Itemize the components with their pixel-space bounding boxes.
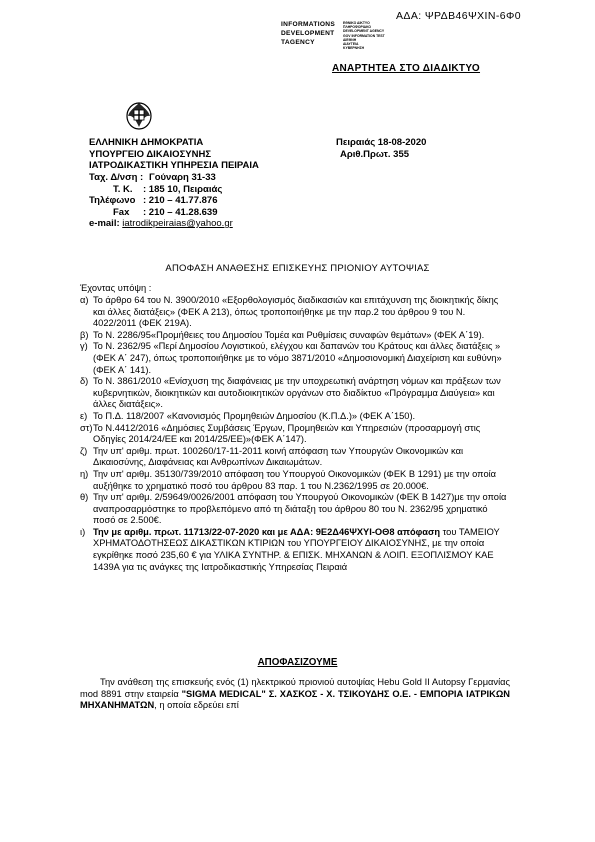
item-text: Την υπ' αριθμ. πρωτ. 100260/17-11-2011 κοινή απόφαση των Υπουργών Οικονομικών και Δικαιοσύνης, Διαφάνειας και Ανθρωπίνων Δικαιωμάτων. [93,445,464,468]
logo-line: ΠΛΗΡΟΦΟΡΙΑΚΟ [343,25,372,30]
address-row: Ταχ. Δ/νση : Γούναρη 31-33 [89,172,216,183]
paragraph-text-end: , η οποία εδρεύει επί [154,700,239,711]
item-marker: ε) [80,410,88,421]
phone-label: Τηλέφωνο [89,195,136,206]
ada-code: ΑΔΑ: ΨΡΔΒ46ΨΧΙΝ-6Φ0 [396,10,521,22]
tk-row [89,184,233,196]
item-bold-text: Την με αριθμ. πρωτ. 11713/22-07-2020 και με ΑΔΑ: 9Ε2Δ46ΨΧΥΙ-ΟΘ8 απόφαση [93,526,441,537]
logo-line: DEVELOPMENT [281,30,335,37]
tk-label: Τ. Κ. [113,183,133,195]
item-text: Το Ν.4412/2016 «Δημόσιες Συμβάσεις Έργων, Προμηθειών και Υπηρεσιών (προσαρμογή στις Οδηγίες 2014/24/ΕΕ και 2014/25/ΕΕ)»(ΦΕΚ Α΄147). [93,422,481,445]
fax-value: : 210 – 41.28.639 [143,206,218,218]
item-marker: στ) [80,422,93,433]
intro-text: Έχοντας υπόψη : [80,283,152,293]
item-marker: ι) [80,526,86,537]
item-marker: θ) [80,492,89,503]
item-marker: η) [80,468,89,479]
list-item [80,411,510,423]
tk-value: : 185 10, Πειραιάς [143,183,223,195]
phone-value: : 210 – 41.77.876 [143,195,218,206]
list-item [80,527,510,573]
issuer-block [89,137,259,172]
decision-title: ΑΠΟΦΑΣΗ ΑΝΑΘΕΣΗΣ ΕΠΙΣΚΕΥΗΣ ΠΡΙΟΝΙΟΥ ΑΥΤΟΨΙΑΣ [165,263,430,274]
fax-row [89,207,233,219]
item-rest-text: του ΤΑΜΕΙΟΥ ΧΡΗΜΑΤΟΔΟΤΗΣΕΩΣ ΔΙΚΑΣΤΙΚΩΝ ΚΤΙΡΙΩΝ του ΥΠΟΥΡΓΕΙΟΥ ΔΙΚΑΙΟΣΥΝΗΣ, με την οποία εγκρίθηκε ποσό 235,60 € για ΥΛΙΚΑ ΣΥΝΤΗΡ. & ΕΠΙΣΚ. ΜΗΧΑΝΩΝ & ΛΟΙΠ. ΕΞΟΠΛΙΣΜΟΥ ΚΑΕ 1439Α για τις ανάγκες της Ιατροδικαστικής Υπηρεσίας Πειραιά [93,526,500,572]
company-name: "SIGMA MEDICAL" Σ. ΧΑΣΚΟΣ - Χ. ΤΣΙΚΟΥΔΗΣ Ο.Ε. - ΕΜΠΟΡΙΑ ΙΑΤΡΙΚΩΝ ΜΗΧΑΝΗΜΑΤΩΝ [80,688,511,711]
logo-line: ΔΙΕΘΝΗ [343,37,357,42]
item-text: Το Ν. 3861/2010 «Ενίσχυση της διαφάνειας με την υποχρεωτική ανάρτηση νόμων και πράξεων των κυβερνητικών, διοικητικών και αυτοδιοικητικών οργάνων στο διαδίκτυο «Πρόγραμμα Διαύγεια» και άλλες διατάξεις». [93,376,501,410]
decision-paragraph [80,677,510,712]
date-block [336,137,426,160]
item-text: Το Π.Δ. 118/2007 «Κανονισμός Προμηθειών Δημοσίου (Κ.Π.Δ.)» (ΦΕΚ Α΄150). [93,410,416,421]
item-marker: δ) [80,376,89,387]
item-text [93,527,510,573]
list-item [80,341,510,376]
fax-label: Fax [113,206,130,218]
issuer-ministry: ΥΠΟΥΡΓΕΙΟ ΔΙΚΑΙΟΣΥΝΗΣ [89,148,212,160]
greek-emblem-icon [124,100,154,130]
list-item [80,376,510,411]
logo-left-text [281,20,335,47]
item-text: Το Ν. 2286/95«Προμήθειες του Δημοσίου Τομέα και Ρυθμίσεις συναφών θεμάτων» (ΦΕΚ Α΄19). [93,329,485,340]
paragraph-text: Την ανάθεση της επισκευής ενός (1) ηλεκτρικού πριονιού αυτοψίας Hebu Gold II Autopsy Γερμανίας mod 8891 στην εταιρεία [80,677,510,699]
list-item [80,295,510,330]
decide-heading: ΑΠΟΦΑΣΙΖΟΥΜΕ [257,657,338,668]
list-item [80,492,510,527]
logo-line: INFORMATIONS [281,21,336,28]
logo-line: ΚΥΒΕΡΝΗΣΗ [343,46,365,51]
email-row [89,218,233,230]
list-item [80,423,510,446]
item-text: Την υπ' αριθμ. 2/59649/0026/2001 απόφαση του Υπουργού Οικονομικών (ΦΕΚ Β 1427)με την οποία αναπροσαρμόστηκε το προβλεπόμενο από τη διάταξη του άρθρου 80 του Ν. 2362/95 χρηματικό ποσό σε 2.500€. [93,492,507,526]
logo-line: ΔΙΑΥΓΕΙΑ [343,42,359,47]
list-item [80,469,510,492]
list-item [80,446,510,469]
protocol-number: Αριθ.Πρωτ. 355 [340,148,410,160]
item-text: Την υπ' αριθμ. 35130/739/2010 απόφαση του Υπουργού Οικονομικών (ΦΕΚ Β 1291) με την οποία αυξήθηκε το χρηματικό ποσό του άρθρου 83 παρ. 1 του Ν.2362/1995 σε 20.000€. [93,468,497,491]
item-marker: ζ) [80,445,88,456]
phone-row [89,195,233,207]
item-marker: α) [80,295,89,305]
email-label: e-mail: [89,218,120,229]
email-link[interactable]: iatrodikpeiraias@yahoo.gr [122,218,233,229]
logo-line: DEVELOPMENT AGENCY [343,29,385,34]
address-value: Γούναρη 31-33 [149,172,216,183]
issuer-service: ΙΑΤΡΟΔΙΚΑΣΤΙΚΗ ΥΠΗΡΕΣΙΑ ΠΕΙΡΑΙΑ [89,160,259,171]
logo-line: ΕΘΝΙΚΟ ΔΙΚΤΥΟ [343,21,370,25]
item-marker: β) [80,329,89,340]
issuer-republic: ΕΛΛΗΝΙΚΗ ΔΗΜΟΚΡΑΤΙΑ [89,137,204,148]
logo-right-text [343,21,385,50]
item-text: Το άρθρο 64 του Ν. 3900/2010 «Εξορθολογισμός διαδικασιών και επιτάχυνση της διοικητικής δίκης και άλλες διατάξεις» (ΦΕΚ Α 213), όπως τροποποιήθηκε με την παρ.2 του άρθρου 9 του Ν. 4022/2011 (ΦΕΚ 219Α). [93,295,499,329]
item-text: Το Ν. 2362/95 «Περί Δημοσίου Λογιστικού, ελέγχου και δαπανών του Κράτους και άλλες διατάξεις » (ΦΕΚ Α΄ 247), όπως τροποποιήθηκε με το νόμο 3871/2010 «Δημοσιονομική Διαχείριση και ευθύνη» (ΦΕΚ Α΄ 141). [93,341,502,375]
logo-line: TAGENCY [281,39,315,46]
list-item [80,330,510,342]
item-marker: γ) [80,341,88,352]
diavgeia-logo [281,20,441,52]
logo-line: GOV INFORMATION TEST [343,33,385,38]
publish-notice: ΑΝΑΡΤΗΤΕΑ ΣΤΟ ΔΙΑΔΙΚΤΥΟ [332,63,481,74]
place-date: Πειραιάς 18-08-2020 [336,137,427,148]
contact-block [89,172,233,230]
considerations-list [80,295,510,573]
